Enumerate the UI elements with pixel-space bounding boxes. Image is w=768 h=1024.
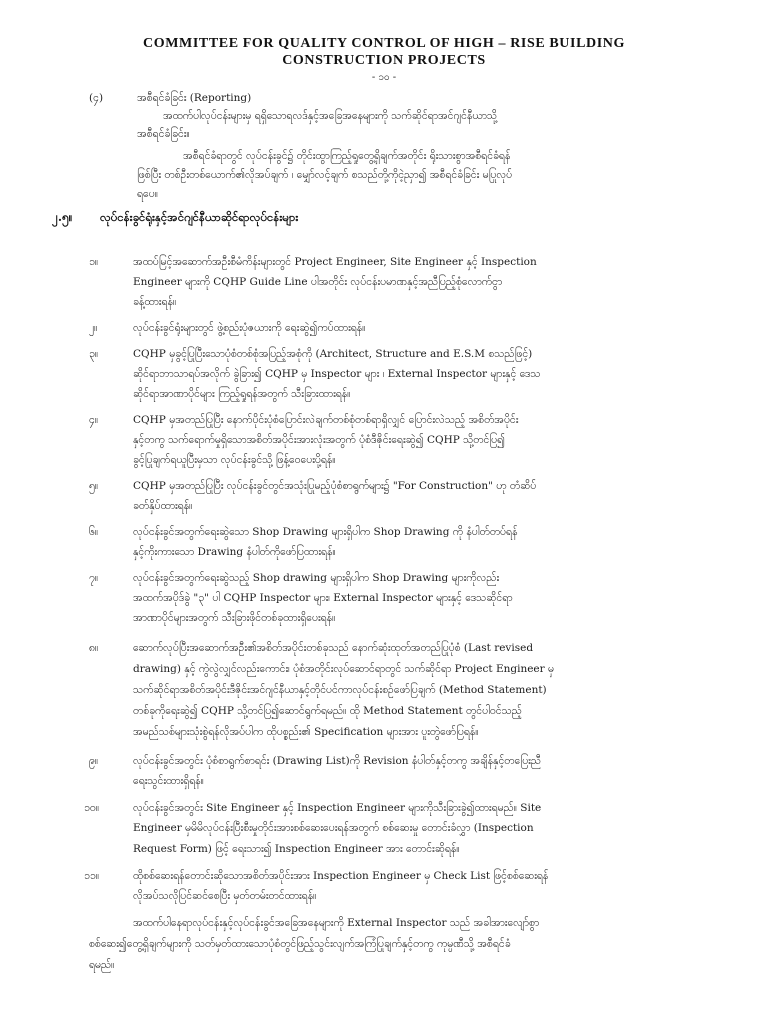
item-line: ဆိုင်ရာဘာသာရပ်အလိုက် ခွဲခြား၍ CQHP မှ Inspector များ ၊ External Inspector များနှင့် ဒေသ [133,368,541,380]
item-line: အာဏာပိုင်များအတွက် သီးခြားဖိုင်တစ်ခုထားရှိပေးရန်။ [133,612,336,624]
item-number: ၃။ [89,348,99,360]
section-title: လုပ်ငန်းခွင်ရုံးနှင့်အင်ဂျင်နီယာဆိုင်ရာလုပ်ငန်းများ [100,210,299,224]
item-number: ၁။ [89,256,99,268]
item-number: ၅။ [89,480,99,492]
item-line: Request Form) ဖြင့် ရေးသား၍ Inspection Engineer အား တောင်းဆိုရန်။ [133,843,460,855]
item-line: ခန့်ထားရန်။ [133,296,177,308]
item-number: ၁၁။ [84,870,99,882]
section-number: ၂.၅။ [52,210,73,224]
item-line: လိုအပ်သလိုပြင်ဆင်စေပြီး မှတ်တမ်းတင်ထားရန်။ [133,890,317,902]
item-line: လုပ်ငန်းခွင်အတွင်း ပုံစံစာရွက်စာရင်း (Drawing List)ကို Revision နံပါတ်နှင့်တကွ အချိန်နှင့်တပြေးညီ [133,755,541,767]
item-line: CQHP မှအတည်ပြုပြီး လုပ်ငန်းခွင်တွင်အသုံးပြုမည့်ပုံစံစာရွက်များ၌ "For Construction" ဟု တံဆိပ် [133,480,537,492]
closing-line: စစ်ဆေး၍တွေ့ရှိချက်များကို သတ်မှတ်ထားသောပုံစံတွင်ဖြည့်သွင်းလျက်အကြံပြုချက်နှင့်တကွ ကုမ္ပဏီသို့ အစီရင်ခံ [89,938,511,950]
item-line: လုပ်ငန်းခွင်အတွက်ရေးဆွဲသည့် Shop drawing များရှိပါက Shop Drawing များကိုလည်း [133,572,500,584]
intro-line: ဖြစ်ပြီး တစ်ဦးတစ်ယောက်၏လိုအပ်ချက် ၊ မျှော်လင့်ချက် စသည်တို့ကိုငဲ့ညှာ၍ အစီရင်ခံခြင်း မပြုလုပ် [137,169,513,181]
intro-line: အထက်ပါလုပ်ငန်းများမှ ရရှိသောရလဒ်နှင့်အခြေအနေများကို သက်ဆိုင်ရာအင်ဂျင်နီယာသို့ [163,110,498,122]
item-line: ခတ်နှိပ်ထားရန်။ [133,500,193,512]
document-title-line2: CONSTRUCTION PROJECTS [282,53,486,68]
item-line: တစ်ခုကိုရေးဆွဲ၍ CQHP သို့တင်ပြ၍ဆောင်ရွက်ရမည်။ ထို Method Statement တွင်ပါဝင်သည့် [133,705,522,717]
intro-line: အစီရင်ခံရာတွင် လုပ်ငန်းခွင်၌ တိုင်းထွာကြည့်ရှုတွေ့ရှိချက်အတိုင်း ရိုးသားစွာအစီရင်ခံရန် [183,150,511,162]
item-line: CQHP မှခွင့်ပြုပြီးသောပုံစံတစ်စုံအပြည့်အစုံကို (Architect, Structure and E.S.M စသည်ဖြင့်) [133,348,533,360]
item-line: နှင့်ကိုးကားသော Drawing နံပါတ်ကိုဖော်ပြထားရန်။ [133,546,336,558]
item-number: ၉။ [89,755,99,767]
intro-line: ရပေ။ [137,188,158,200]
item-line: drawing) နှင့် ကွဲလွဲလျှင်လည်းကောင်း၊ ပုံစံအတိုင်းလုပ်ဆောင်ရာတွင် သက်ဆိုင်ရာ Project Engineer မှ [133,663,554,675]
item-line: Engineer မှမိမိလုပ်ငန်းပြီးစီးမှုတိုင်းအားစစ်ဆေးပေးရန်အတွက် စစ်ဆေးမှု တောင်းခံလွှာ (Inspection [133,822,534,834]
item-line: ဆိုင်ရာအာဏာပိုင်များ ကြည့်ရှုရန်အတွက် သီးခြားထားရန်။ [133,388,351,400]
item-line: ရေးသွင်းထားရှိရန်။ [133,775,204,787]
item-number: ၂။ [89,322,98,334]
item-line: ဆောက်လုပ်ပြီးအဆောက်အဦး၏အစိတ်အပိုင်းတစ်ခုသည် နောက်ဆုံးထုတ်အတည်ပြုပုံစံ (Last revised [133,642,534,654]
item-line: လုပ်ငန်းခွင်အတွင်း Site Engineer နှင့် Inspection Engineer များကိုသီးခြားခွဲ၍ထားရမည်။ Site [133,802,542,814]
item-line: သက်ဆိုင်ရာအစိတ်အပိုင်းဒီဇိုင်းအင်ဂျင်နီယာနှင့်တိုင်ပင်ကာလုပ်ငန်းစဉ်ဖော်ပြချက် (Method Statement) [133,684,547,696]
intro-line: အစီရင်ခံခြင်း။ [137,128,190,140]
item-line: CQHP မှအတည်ပြုပြီး နောက်ပိုင်းပုံစံပြောင်းလဲချက်တစ်စုံတစ်ရာရှိလျှင် ပြောင်းလဲသည့် အစိတ်အပိုင်း [133,414,519,426]
item-line: လုပ်ငန်းခွင်အတွက်ရေးဆွဲသော Shop Drawing များရှိပါက Shop Drawing ကို နံပါတ်တပ်ရန် [133,526,518,538]
item-number: ၇။ [89,572,99,584]
intro-number: (၄) [89,92,104,104]
item-number: ၆။ [89,526,99,538]
item-line: နှင့်တကွ သက်ရောက်မှုရှိသောအစိတ်အပိုင်းအားလုံးအတွက် ပုံစံဒီဇိုင်းရေးဆွဲ၍ CQHP သို့တင်ပြ၍ [133,434,505,446]
document-title-line1: COMMITTEE FOR QUALITY CONTROL OF HIGH – RISE BUILDING [143,36,625,51]
item-line: ထိုစစ်ဆေးရန်တောင်းဆိုသောအစိတ်အပိုင်းအား Inspection Engineer မှ Check List ဖြင့်စစ်ဆေးရန် [133,870,549,882]
item-line: လုပ်ငန်းခွင်ရုံးများတွင် ဖွဲ့စည်းပုံဇယားကို ရေးဆွဲ၍ကပ်ထားရန်။ [133,322,366,334]
page-number: - ၁၀ - [371,72,397,83]
item-line: အထက်အပိုဒ်ခွဲ "၃" ပါ CQHP Inspector များ၊ External Inspector များနှင့် ဒေသဆိုင်ရာ [133,592,513,604]
item-line: အထပ်မြင့်အဆောက်အဦးစီမံကိန်းများတွင် Project Engineer, Site Engineer နှင့် Inspection [133,256,537,268]
intro-line: အစီရင်ခံခြင်း (Reporting) [137,92,252,104]
item-number: ၁၀။ [84,802,99,814]
closing-line: အထက်ပါနေရာလုပ်ငန်းနှင့်လုပ်ငန်းခွင်အခြေအနေများကို External Inspector သည် အခါအားလျော်စွာ [133,917,540,929]
item-line: Engineer များကို CQHP Guide Line ပါအတိုင်း လုပ်ငန်းပမာဏနှင့်အညီပြည့်စုံလောက်ငွာ [133,276,503,288]
item-line: အမည်သစ်များသုံးစွဲရန်လိုအပ်ပါက ထိုပစ္စည်း၏ Specification များအား ပူးတွဲဖော်ပြရန်။ [133,726,479,738]
closing-line: ရမည်။ [89,959,115,971]
item-number: ၄။ [89,414,99,426]
item-line: ခွင့်ပြုချက်ရယူပြီးမှသာ လုပ်ငန်းခွင်သို့ ဖြန့်ဝေပေးပို့ရန်။ [133,454,336,466]
item-number: ၈။ [89,642,99,654]
